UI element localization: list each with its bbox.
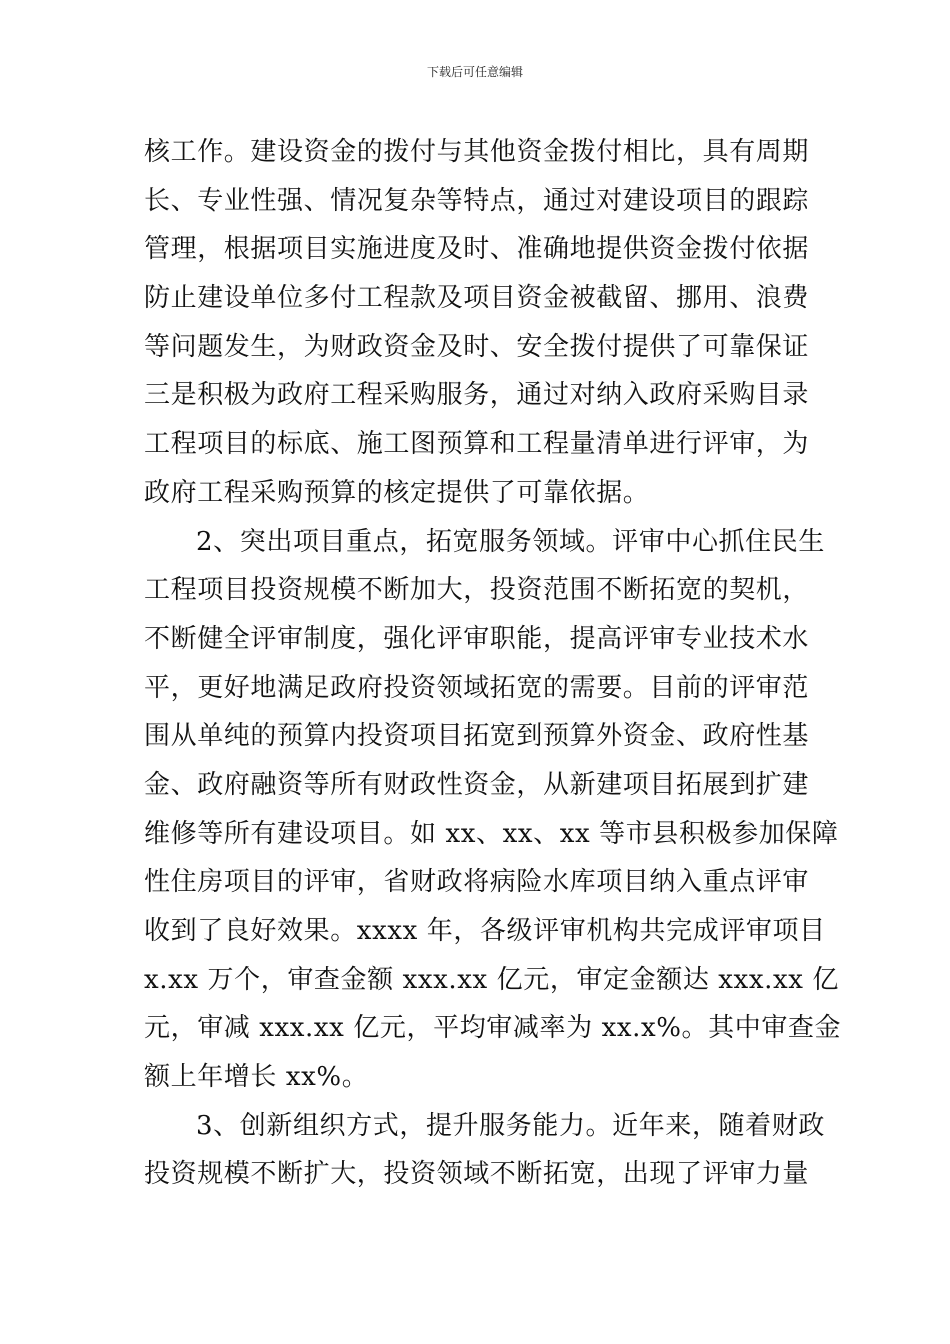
paragraph-3 — [144, 1102, 825, 1199]
text-line: 三是积极为政府工程采购服务，通过对纳入政府采购目录 — [144, 380, 810, 411]
document-body — [144, 128, 842, 1199]
text-line: 维修等所有建设项目。如 xx、xx、xx 等市县积极参加保障 — [144, 818, 839, 849]
text-line: 围从单纯的预算内投资项目拓宽到预算外资金、政府性基 — [144, 721, 810, 752]
text-line: 性住房项目的评审，省财政将病险水库项目纳入重点评审 — [144, 867, 810, 898]
text-line: 平，更好地满足政府投资领域拓宽的需要。目前的评审范 — [144, 672, 810, 703]
text-line: x.xx 万个，审查金额 xxx.xx 亿元，审定金额达 xxx.xx 亿 — [144, 964, 839, 995]
text-line: 不断健全评审制度，强化评审职能，提高评审专业技术水 — [144, 623, 810, 654]
text-line: 工程项目的标底、施工图预算和工程量清单进行评审，为 — [144, 429, 810, 460]
text-line: 元，审减 xxx.xx 亿元，平均审减率为 xx.x%。其中审查金 — [144, 1013, 842, 1044]
text-line: 收到了良好效果。xxxx 年，各级评审机构共完成评审项目 — [144, 916, 826, 946]
paragraph-2 — [144, 518, 842, 1102]
text-line: 防止建设单位多付工程款及项目资金被截留、挪用、浪费 — [144, 283, 810, 314]
text-line: 2、突出项目重点，拓宽服务领域。评审中心抓住民生 — [196, 526, 825, 557]
text-line: 长、专业性强、情况复杂等特点，通过对建设项目的跟踪 — [144, 185, 810, 216]
text-line: 政府工程采购预算的核定提供了可靠依据。 — [144, 477, 650, 508]
text-line: 额上年增长 xx%。 — [144, 1062, 369, 1093]
text-line: 投资规模不断扩大，投资领域不断拓宽，出现了评审力量 — [144, 1159, 810, 1190]
page-header: 下载后可任意编辑 — [426, 65, 523, 79]
text-line: 管理，根据项目实施进度及时、准确地提供资金拨付依据 — [144, 234, 810, 265]
text-line: 金、政府融资等所有财政性资金，从新建项目拓展到扩建 — [144, 769, 810, 800]
text-line: 工程项目投资规模不断加大，投资范围不断拓宽的契机， — [144, 575, 810, 606]
text-line: 核工作。建设资金的拨付与其他资金拨付相比，具有周期 — [144, 137, 810, 167]
paragraph-1 — [144, 128, 809, 518]
text-line: 等问题发生，为财政资金及时、安全拨付提供了可靠保证 — [144, 331, 810, 362]
text-line: 3、创新组织方式，提升服务能力。近年来，随着财政 — [196, 1110, 825, 1141]
